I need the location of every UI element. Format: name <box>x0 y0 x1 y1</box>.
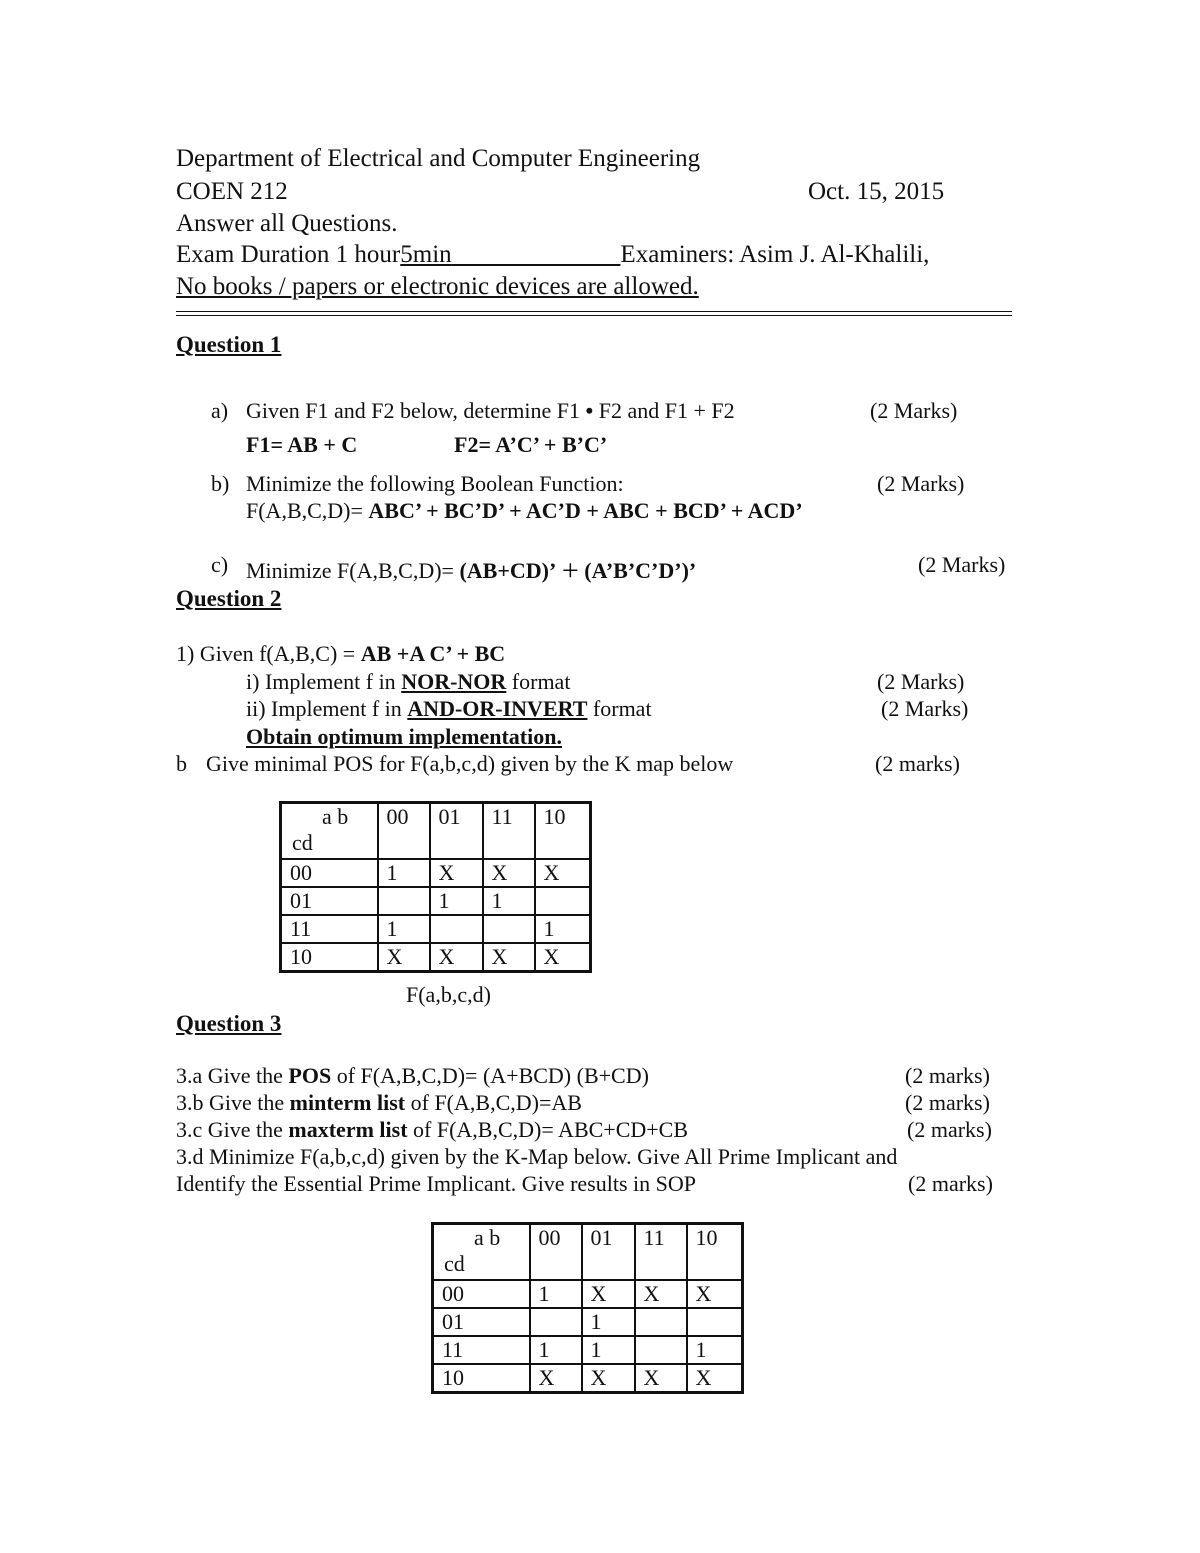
q2b-text: Give minimal POS for F(a,b,c,d) given by the K map below <box>206 751 734 776</box>
q1b-label: b) <box>211 471 230 496</box>
kmap-corner: a b cd <box>281 803 378 859</box>
q2-ii: ii) Implement f in AND-OR-INVERT format <box>246 696 652 721</box>
kmap-cell: X <box>687 1280 743 1308</box>
kmap-header-row <box>433 1224 743 1280</box>
kmap-row <box>281 943 591 972</box>
kmap-cell: 1 <box>430 887 483 915</box>
kmap-col-header: 01 <box>582 1224 635 1280</box>
kmap-cell: X <box>635 1364 687 1393</box>
kmap-corner: a b cd <box>433 1224 530 1280</box>
kmap-cell: X <box>535 859 591 887</box>
kmap-cell <box>530 1308 582 1336</box>
q1a-f1: F1= AB + C <box>246 432 358 457</box>
exam-notice: No books / papers or electronic devices are allowed. <box>176 273 699 300</box>
kmap-row-header: 11 <box>433 1336 530 1364</box>
q2-optimum: Obtain optimum implementation. <box>246 724 562 749</box>
examiners: Examiners: Asim J. Al-Khalili, <box>620 241 930 268</box>
kmap-cell: X <box>635 1280 687 1308</box>
kmap-row <box>433 1308 743 1336</box>
kmap-cell <box>635 1308 687 1336</box>
kmap-row <box>281 887 591 915</box>
instruction: Answer all Questions. <box>176 210 398 237</box>
divider-line <box>176 311 1012 312</box>
kmap-col-header: 00 <box>530 1224 582 1280</box>
kmap-cell: X <box>430 859 483 887</box>
kmap-cell <box>483 915 535 943</box>
and-dot-icon: • <box>585 398 594 423</box>
duration-text: Exam Duration 1 hour <box>176 241 401 268</box>
question-3-title: Question 3 <box>176 1011 282 1036</box>
q1a-marks: (2 Marks) <box>870 398 958 423</box>
q2b-label: b <box>176 751 187 776</box>
kmap-row-header: 10 <box>281 943 378 972</box>
kmap-row-header: 01 <box>433 1308 530 1336</box>
divider-line <box>176 315 1012 316</box>
kmap-cell: X <box>582 1364 635 1393</box>
kmap-cell <box>635 1336 687 1364</box>
q2-given: 1) Given f(A,B,C) = AB +A C’ + BC <box>176 641 506 666</box>
kmap-col-header: 11 <box>483 803 535 859</box>
q3a-text: 3.a Give the POS of F(A,B,C,D)= (A+BCD) (B+CD) <box>176 1063 649 1088</box>
kmap-caption: F(a,b,c,d) <box>406 982 491 1007</box>
kmap-cell: X <box>378 943 430 972</box>
kmap-row <box>433 1336 743 1364</box>
q3b-text: 3.b Give the minterm list of F(A,B,C,D)=AB <box>176 1090 582 1115</box>
q3a-marks: (2 marks) <box>905 1063 990 1088</box>
kmap-cell <box>378 887 430 915</box>
q2-ii-marks: (2 Marks) <box>881 696 969 721</box>
q1b-marks: (2 Marks) <box>877 471 965 496</box>
duration-minutes: 5min <box>400 241 452 268</box>
question-2-title: Question 2 <box>176 586 282 611</box>
kmap-table-q3 <box>431 1222 744 1394</box>
question-1-title: Question 1 <box>176 332 282 357</box>
kmap-cell: X <box>430 943 483 972</box>
kmap-row-header: 11 <box>281 915 378 943</box>
plus-symbol: + <box>561 554 579 587</box>
q3d-line1: 3.d Minimize F(a,b,c,d) given by the K-Map below. Give All Prime Implicant and <box>176 1144 898 1169</box>
q1a-text: Given F1 and F2 below, determine F1 • F2 and F1 + F2 <box>246 398 735 423</box>
kmap-col-header: 11 <box>635 1224 687 1280</box>
kmap-cell: X <box>530 1364 582 1393</box>
q2-i-marks: (2 Marks) <box>877 669 965 694</box>
kmap-cell: 1 <box>582 1308 635 1336</box>
department-title: Department of Electrical and Computer Engineering <box>176 145 701 172</box>
kmap-cell: 1 <box>530 1280 582 1308</box>
kmap-table-q2 <box>279 801 592 973</box>
kmap-col-header: 00 <box>378 803 430 859</box>
q1a-label: a) <box>211 398 229 423</box>
kmap-cell: X <box>687 1364 743 1393</box>
kmap-row <box>433 1364 743 1393</box>
q1b-text: Minimize the following Boolean Function: <box>246 471 624 496</box>
kmap-cell: X <box>483 943 535 972</box>
kmap-cell: 1 <box>687 1336 743 1364</box>
kmap-col-header: 01 <box>430 803 483 859</box>
kmap-col-header: 10 <box>535 803 591 859</box>
exam-date: Oct. 15, 2015 <box>808 178 945 205</box>
q3d-marks: (2 marks) <box>908 1171 993 1196</box>
q1c-label: c) <box>211 552 229 577</box>
kmap-cell: 1 <box>378 915 430 943</box>
q2-i: i) Implement f in NOR-NOR format <box>246 669 571 694</box>
kmap-row <box>281 915 591 943</box>
kmap-header-row <box>281 803 591 859</box>
q3c-marks: (2 marks) <box>907 1117 992 1142</box>
kmap-col-header: 10 <box>687 1224 743 1280</box>
kmap-cell <box>687 1308 743 1336</box>
q3d-line2: Identify the Essential Prime Implicant. Give results in SOP <box>176 1171 696 1196</box>
kmap-cell: X <box>582 1280 635 1308</box>
kmap-cell: 1 <box>535 915 591 943</box>
q3c-text: 3.c Give the maxterm list of F(A,B,C,D)= ABC+CD+CB <box>176 1117 689 1142</box>
q1c-text: Minimize F(A,B,C,D)= (AB+CD)’ + (A’B’C’D’)’ <box>246 554 697 587</box>
kmap-cell: 1 <box>582 1336 635 1364</box>
q1a-f2: F2= A’C’ + B’C’ <box>454 432 608 457</box>
kmap-cell <box>430 915 483 943</box>
kmap-row <box>281 859 591 887</box>
kmap-row-header: 01 <box>281 887 378 915</box>
kmap-cell: X <box>535 943 591 972</box>
kmap-cell: 1 <box>378 859 430 887</box>
kmap-row-header: 10 <box>433 1364 530 1393</box>
kmap-cell <box>535 887 591 915</box>
kmap-row-header: 00 <box>281 859 378 887</box>
course-code: COEN 212 <box>176 178 288 205</box>
kmap-row-header: 00 <box>433 1280 530 1308</box>
kmap-cell: 1 <box>483 887 535 915</box>
q1b-function: F(A,B,C,D)= ABC’ + BC’D’ + AC’D + ABC + BCD’ + ACD’ <box>246 498 803 523</box>
q2b-marks: (2 marks) <box>875 751 960 776</box>
q1c-marks: (2 Marks) <box>918 552 1006 577</box>
kmap-cell: 1 <box>530 1336 582 1364</box>
kmap-cell: X <box>483 859 535 887</box>
q3b-marks: (2 marks) <box>905 1090 990 1115</box>
kmap-row <box>433 1280 743 1308</box>
exam-duration <box>176 242 929 267</box>
